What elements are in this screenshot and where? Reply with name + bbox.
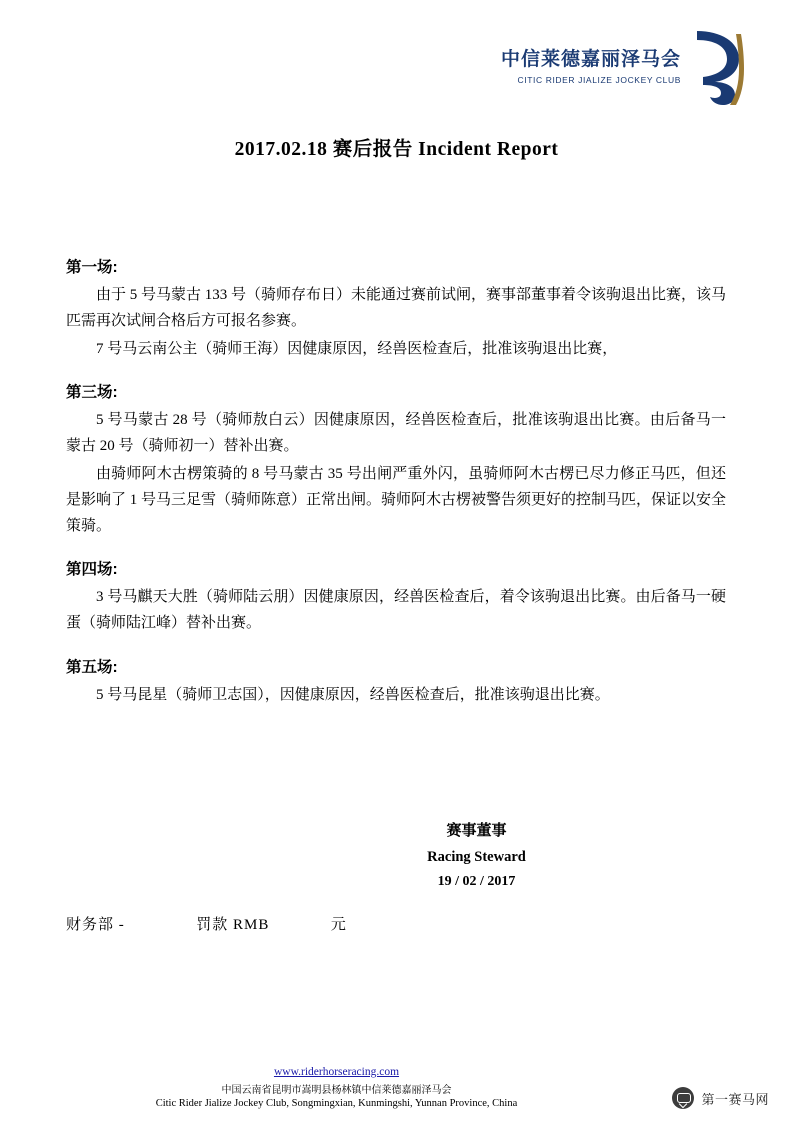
footer-address-en: Citic Rider Jialize Jockey Club, Songmingxian, Kunmingshi, Yunnan Province, China [155, 1098, 518, 1109]
race-heading: 第四场: [66, 561, 118, 579]
currency-unit: 元 [330, 917, 347, 933]
logo-chinese-name: 中信莱德嘉丽泽马会 [500, 49, 681, 71]
finance-label: 财务部 - [66, 917, 125, 933]
signature-title-cn: 赛事董事 [446, 823, 507, 839]
signature-date: 19 / 02 / 2017 [437, 874, 516, 890]
logo-mark-icon [691, 28, 745, 106]
race-paragraph: 5 号马昆星（骑师卫志国），因健康原因，经兽医检查后，批准该驹退出比赛。 [96, 686, 610, 703]
race-paragraph: 5 号马蒙古 28 号（骑师敖白云）因健康原因，经兽医检查后，批准该驹退出比赛。由后备马一蒙古 20 号（骑师初一）替补出赛。 [66, 412, 726, 455]
race-section-1 [66, 255, 726, 362]
race-paragraph: 由于 5 号马蒙古 133 号（骑师存布日）未能通过赛前试闸，赛事部董事着令该驹退出比赛，该马匹需再次试闸合格后方可报名参赛。 [66, 287, 727, 329]
race-paragraph: 3 号马麒天大胜（骑师陆云朋）因健康原因，经兽医检查后，着令该驹退出比赛。由后备马一硬蛋（骑师陆江峰）替补出赛。 [66, 589, 726, 632]
footer-address-cn: 中国云南省昆明市嵩明县杨林镇中信莱德嘉丽泽马会 [221, 1085, 452, 1096]
race-heading: 第三场: [66, 384, 118, 402]
website-link[interactable]: www.riderhorseracing.com [273, 1066, 400, 1078]
fine-label: 罚款 RMB [196, 917, 270, 933]
race-heading: 第一场: [66, 259, 118, 276]
watermark-badge [664, 1083, 777, 1113]
race-paragraph: 由骑师阿木古楞策骑的 8 号马蒙古 35 号出闸严重外闪，虽骑师阿木古楞已尽力修正马匹，但还是影响了 1 号马三足雪（骑师陈意）正常出闸。骑师阿木古楞被警告须更好的控制马匹，保证以安全策骑。 [66, 465, 727, 534]
finance-line [66, 913, 347, 934]
signature-title-en: Racing Steward [427, 848, 526, 865]
horse-badge-icon [672, 1087, 694, 1109]
report-body [66, 255, 726, 727]
logo-text [501, 48, 681, 85]
watermark-label: 第一赛马网 [701, 1091, 769, 1107]
race-heading: 第五场: [66, 658, 118, 676]
page-title: 2017.02.18 赛后报告 Incident Report [234, 139, 559, 160]
logo-english-name: CITIC RIDER JIALIZE JOCKEY CLUB [517, 75, 681, 86]
club-logo [501, 28, 745, 106]
race-section-4 [66, 557, 726, 637]
race-section-3 [66, 380, 726, 539]
race-paragraph: 7 号马云南公主（骑师王海）因健康原因，经兽医检查后，批准该驹退出比赛， [96, 340, 618, 357]
signature-block [0, 818, 793, 895]
race-section-5 [66, 655, 726, 709]
